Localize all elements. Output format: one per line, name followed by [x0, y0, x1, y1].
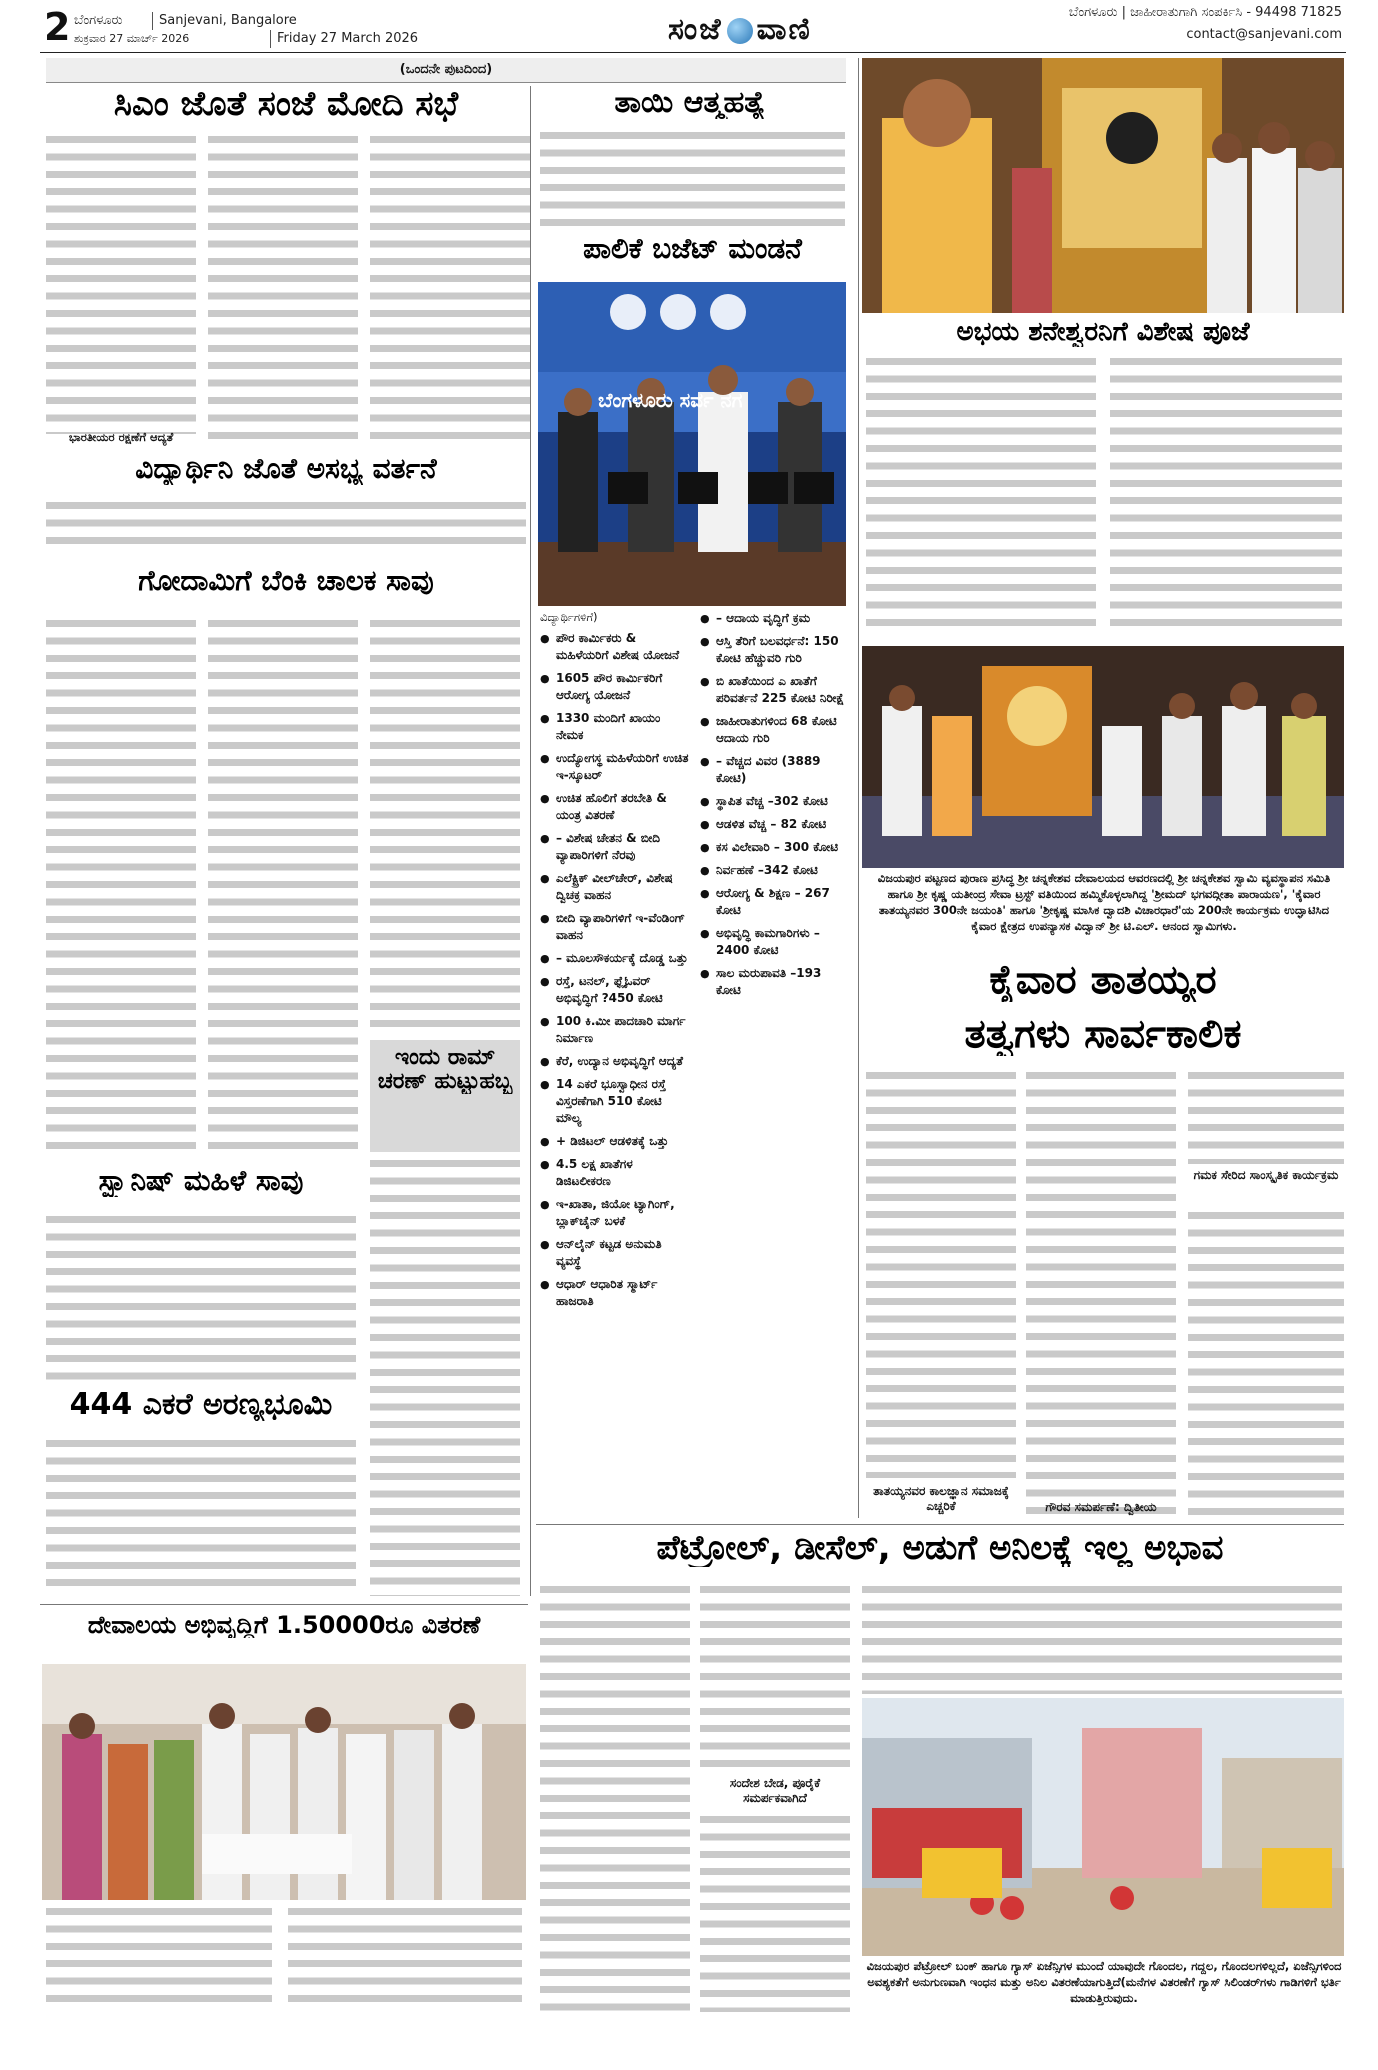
section-rule — [40, 1604, 528, 1605]
budget-bullets-right — [700, 610, 850, 1005]
cm-meeting-column-1 — [46, 132, 196, 434]
fuel-photo — [862, 1698, 1344, 1956]
kicker-bar — [46, 58, 846, 83]
kaivara-sub-2: ತಾತಯ್ಯನವರ ಕಾಲಜ್ಞಾನ ಸಮಾಜಕ್ಕೆ ಎಚ್ಚರಿಕೆ — [873, 1484, 1009, 1513]
shaneshwara-headline: ಅಭಯ ಶನೇಶ್ವರನಿಗೆ ವಿಶೇಷ ಪೂಜೆ — [956, 318, 1250, 347]
spanish-woman-text — [46, 1212, 356, 1382]
kaivara-photo — [862, 646, 1344, 868]
kaivara-headline-2: ತತ್ವಗಳು ಸಾರ್ವಕಾಲಿಕ — [964, 1012, 1242, 1056]
palike-budget-headline: ಪಾಲಿಕೆ ಬಜೆಟ್ ಮಂಡನೆ — [583, 234, 802, 265]
kaivara-sub-3: ಗೌರವ ಸಮರ್ಪಣೆ: ದ್ವಿತೀಯ — [1045, 1500, 1157, 1514]
fuel-column-2b — [700, 1812, 850, 2012]
spanish-woman-headline: ಸ್ಪ್ಯಾನಿಷ್ ಮಹಿಳೆ ಸಾವು — [98, 1166, 304, 1197]
kaivara-image — [862, 646, 1344, 868]
shaneshwara-image — [862, 58, 1344, 313]
temple-donation-column-2 — [288, 1904, 522, 2012]
budget-stage-photo — [538, 282, 846, 606]
column-divider — [530, 86, 531, 1596]
fuel-sub-1: ಸಂದೇಶ ಬೇಡ, ಪೂರೈಕೆ ಸಮರ್ಪಕವಾಗಿದೆ — [729, 1776, 821, 1805]
budget-bullet-item: ● – ವೆಚ್ಚದ ವಿವರ (3889 ಕೋಟಿ) — [700, 753, 850, 787]
budget-bullet-item: ● ಪೌರ ಕಾರ್ಮಿಕರು & ಮಹಿಳೆಯರಿಗೆ ವಿಶೇಷ ಯೋಜನೆ — [540, 630, 690, 664]
budget-bullet-item: ● 14 ಎಕರೆ ಭೂಸ್ವಾಧೀನ ರಸ್ತೆ ವಿಸ್ತರಣೆಗಾಗಿ 510 ಕೋಟಿ ಮೌಲ್ಯ — [540, 1076, 690, 1127]
header-rule — [40, 52, 1346, 53]
cm-meeting-subhead: ಭಾರತೀಯರ ರಕ್ಷಣೆಗೆ ಆದ್ಯತೆ — [68, 430, 174, 444]
budget-bullet-item: ● ಎಲೆಕ್ಟ್ರಿಕ್ ವೀಲ್‌ಚೇರ್, ವಿಶೇಷ ದ್ವಿಚಕ್ರ ವಾಹನ — [540, 870, 690, 904]
section-rule — [536, 1524, 1344, 1525]
header-contact: ಬೆಂಗಳೂರು | ಜಾಹೀರಾತುಗಾಗಿ ಸಂಪರ್ಕಿಸಿ - 94498 71825 — [1068, 5, 1342, 20]
budget-photo-label: ವಿದ್ಯಾರ್ಥಿಗಳಿಗೆ) — [540, 610, 598, 624]
column-divider — [858, 58, 859, 1518]
godown-fire-column-3 — [370, 616, 520, 1036]
fuel-column-3 — [862, 1582, 1342, 1694]
budget-bullets-left — [540, 630, 690, 1316]
godown-fire-column-1 — [46, 616, 196, 1156]
kaivara-caption: ವಿಜಯಪುರ ಪಟ್ಟಣದ ಪುರಾಣ ಪ್ರಸಿದ್ಧ ಶ್ರೀ ಚನ್ನಕೇಶವ ದೇವಾಲಯದ ಆವರಣದಲ್ಲಿ ಶ್ರೀ ಚನ್ನಕೇಶವ ಸ್ವಾಮಿ ವ್ಯವಸ್ಥಾಪನ ಸಮಿತಿ ಹಾಗೂ ಶ್ರೀ ಕೃಷ್ಣ ಯತೀಂದ್ರ ಸೇವಾ ಟ್ರಸ್ಟ್ ವತಿಯಿಂದ ಹಮ್ಮಿಕೊಳ್ಳಲಾಗಿದ್ದ 'ಶ್ರೀಮದ್ ಭಗವದ್ಗೀತಾ ಪಾರಾಯಣ', 'ಕೈವಾರ ತಾತಯ್ಯನವರ 300ನೇ ಜಯಂತಿ' ಹಾಗೂ 'ಶ್ರೀಕೃಷ್ಣ ಮಾಸಿಕ ದ್ವಾದಶಿ ವಿಚಾರಧಾರೆ'ಯ 200ನೇ ಕಾರ್ಯಕ್ರಮ ಉದ್ಘಾಟಿಸಿದ ಕೈವಾರ ಕ್ಷೇತ್ರದ ಉಪನ್ಯಾಸಕ ವಿದ್ವಾನ್ ಶ್ರೀ ಟಿ.ಎಲ್. ಆನಂದ ಸ್ವಾಮಿಗಳು. — [877, 871, 1331, 933]
budget-bullet-item: ● + ಡಿಜಿಟಲ್ ಆಡಳಿತಕ್ಕೆ ಒತ್ತು — [540, 1133, 690, 1150]
globe-icon — [727, 18, 753, 44]
budget-stage-banner: ಬೆಂಗಳೂರು ಸರ್ವ ನಗ — [598, 388, 743, 412]
budget-bullet-item: ● ಆಸ್ತಿ ತೆರಿಗೆ ಬಲವರ್ಧನೆ: 150 ಕೋಟಿ ಹೆಚ್ಚುವರಿ ಗುರಿ — [700, 633, 850, 667]
forest-land-headline: 444 ಎಕರೆ ಅರಣ್ಯಭೂಮಿ — [69, 1388, 333, 1421]
header-date-kn: ಶುಕ್ರವಾರ 27 ಮಾರ್ಚ್ 2026 — [74, 32, 190, 45]
kicker: (ಒಂದನೇ ಪುಟದಿಂದ) — [399, 62, 493, 77]
header-city: ಬೆಂಗಳೂರು — [74, 13, 123, 28]
godown-fire-column-2 — [208, 616, 358, 1156]
budget-bullet-item: ● 1330 ಮಂದಿಗೆ ಖಾಯಂ ನೇಮಕ — [540, 710, 690, 744]
budget-bullet-item: ● – ವಿಶೇಷ ಚೇತನ & ಬೀದಿ ವ್ಯಾಪಾರಿಗಳಿಗೆ ನೆರವು — [540, 830, 690, 864]
shaneshwara-column-1 — [866, 354, 1096, 632]
budget-bullet-item: ● ರಸ್ತೆ, ಟನಲ್, ಫ್ಲೈಓವರ್ ಅಭಿವೃದ್ಧಿಗೆ ?450 ಕೋಟಿ — [540, 973, 690, 1007]
budget-bullet-item: ● ಬೀದಿ ವ್ಯಾಪಾರಿಗಳಿಗೆ ಇ-ವೆಂಡಿಂಗ್ ವಾಹನ — [540, 910, 690, 944]
budget-bullet-item: ● ಆಡಳಿತ ವೆಚ್ಚ – 82 ಕೋಟಿ — [700, 816, 850, 833]
budget-bullet-item: ● ಜಾಹೀರಾತುಗಳಿಂದ 68 ಕೋಟಿ ಆದಾಯ ಗುರಿ — [700, 713, 850, 747]
budget-bullet-item: ● ಆಧಾರ್ ಆಧಾರಿತ ಸ್ಮಾರ್ಟ್ ಹಾಜರಾತಿ — [540, 1276, 690, 1310]
ramcharan-box — [370, 1040, 520, 1152]
budget-bullet-item: ● ಅಭಿವೃದ್ಧಿ ಕಾಮಗಾರಿಗಳು – 2400 ಕೋಟಿ — [700, 925, 850, 959]
budget-bullet-item: ● ಆನ್‌ಲೈನ್ ಕಟ್ಟಡ ಅನುಮತಿ ವ್ಯವಸ್ಥೆ — [540, 1236, 690, 1270]
budget-bullet-item: ● ಇ-ಖಾತಾ, ಜಿಯೋ ಟ್ಯಾಗಿಂಗ್, ಬ್ಲಾಕ್‌ಚೈನ್ ಬಳಕೆ — [540, 1196, 690, 1230]
kaivara-column-3b — [1188, 1208, 1344, 1518]
shaneshwara-photo — [862, 58, 1344, 313]
ramcharan-text — [370, 1156, 520, 1596]
forest-land-text — [46, 1436, 356, 1596]
ramcharan-headline: ಇಂದು ರಾಮ್ ಚರಣ್ ಹುಟ್ಟುಹಬ್ಬ — [377, 1046, 513, 1095]
godown-fire-headline: ಗೋದಾಮಿಗೆ ಬೆಂಕಿ ಚಾಲಕ ಸಾವು — [138, 566, 434, 597]
student-misconduct-text — [46, 498, 526, 554]
budget-bullet-item: ● ಉಚಿತ ಹೊಲಿಗೆ ತರಬೇತಿ & ಯಂತ್ರ ವಿತರಣೆ — [540, 790, 690, 824]
logo-left-text: ಸಂಜೆ — [668, 12, 723, 47]
budget-bullet-item: ● – ಮೂಲಸೌಕರ್ಯಕ್ಕೆ ದೊಡ್ಡ ಒತ್ತು — [540, 950, 690, 967]
fuel-column-2a — [700, 1582, 850, 1772]
budget-bullet-item: ● – ಆದಾಯ ವೃದ್ಧಿಗೆ ಕ್ರಮ — [700, 610, 850, 627]
kaivara-column-3a — [1188, 1068, 1344, 1164]
budget-bullet-item: ● 4.5 ಲಕ್ಷ ಖಾತೆಗಳ ಡಿಜಿಟಲೀಕರಣ — [540, 1156, 690, 1190]
student-misconduct-headline: ವಿದ್ಯಾರ್ಥಿನಿ ಜೊತೆ ಅಸಭ್ಯ ವರ್ತನೆ — [135, 454, 437, 485]
budget-bullet-item: ● ಆರೋಗ್ಯ & ಶಿಕ್ಷಣ – 267 ಕೋಟಿ — [700, 885, 850, 919]
budget-bullet-item: ● ಸ್ಥಾಪಿತ ವೆಚ್ಚ –302 ಕೋಟಿ — [700, 793, 850, 810]
fuel-column-1 — [540, 1582, 690, 2012]
cm-meeting-column-2 — [208, 132, 358, 448]
logo-right-text: ವಾಣಿ — [756, 12, 812, 47]
cm-meeting-headline: ಸಿಎಂ ಜೊತೆ ಸಂಜೆ ಮೋದಿ ಸಭೆ — [113, 86, 459, 124]
temple-donation-column-1 — [46, 1904, 272, 2012]
mother-suicide-text — [540, 128, 845, 234]
kaivara-column-1 — [866, 1068, 1016, 1478]
budget-bullet-item: ● ಕಸ ವಿಲೇವಾರಿ – 300 ಕೋಟಿ — [700, 839, 850, 856]
cm-meeting-column-3 — [370, 132, 530, 448]
kaivara-column-2 — [1026, 1068, 1176, 1518]
budget-stage-image — [538, 282, 846, 606]
temple-donation-photo — [42, 1664, 526, 1900]
budget-bullet-item: ● ಸಾಲ ಮರುಪಾವತಿ –193 ಕೋಟಿ — [700, 965, 850, 999]
header-email: contact@sanjevani.com — [1186, 27, 1342, 42]
temple-donation-image — [42, 1664, 526, 1900]
shaneshwara-column-2 — [1110, 354, 1342, 632]
header-edition: Sanjevani, Bangalore — [152, 12, 297, 30]
budget-bullet-item: ● ಬಿ ಖಾತೆಯಿಂದ ಎ ಖಾತೆಗೆ ಪರಿವರ್ತನೆ 225 ಕೋಟಿ ನಿರೀಕ್ಷೆ — [700, 673, 850, 707]
fuel-caption: ವಿಜಯಪುರ ಪೆಟ್ರೋಲ್ ಬಂಕ್ ಹಾಗೂ ಗ್ಯಾಸ್ ಏಜೆನ್ಸಿಗಳ ಮುಂದೆ ಯಾವುದೇ ಗೊಂದಲ, ಗದ್ದಲ, ಗೊಂದಲಗಳಿಲ್ಲದೆ, ಏಜೆನ್ಸಿಗಳಿಂದ ಅವಶ್ಯಕತೆಗೆ ಅನುಗುಣವಾಗಿ ಇಂಧನ ಮತ್ತು ಅನಿಲ ವಿತರಣೆಯಾಗುತ್ತಿದೆ(ಮನೆಗಳ ವಿತರಣೆಗೆ ಗ್ಯಾಸ್ ಸಿಲಿಂಡರ್‌ಗಳು ಗಾಡಿಗಳಿಗೆ ಭರ್ತಿ ಮಾಡುತ್ತಿರುವುದು. — [866, 1959, 1342, 2005]
page-number: 2 — [44, 5, 71, 49]
header-date-en: Friday 27 March 2026 — [270, 30, 418, 48]
budget-bullet-item: ● 100 ಕಿ.ಮೀ ಪಾದಚಾರಿ ಮಾರ್ಗ ನಿರ್ಮಾಣ — [540, 1013, 690, 1047]
temple-donation-headline: ದೇವಾಲಯ ಅಭಿವೃದ್ಧಿಗೆ 1.50000ರೂ ವಿತರಣೆ — [87, 1612, 481, 1639]
masthead-logo — [668, 12, 812, 47]
kaivara-headline-1: ಕೈವಾರ ತಾತಯ್ಯರ — [989, 958, 1217, 1002]
fuel-image — [862, 1698, 1344, 1956]
budget-bullet-item: ● ಕೆರೆ, ಉದ್ಯಾನ ಅಭಿವೃದ್ಧಿಗೆ ಆದ್ಯತೆ — [540, 1053, 690, 1070]
budget-bullet-item: ● 1605 ಪೌರ ಕಾರ್ಮಿಕರಿಗೆ ಆರೋಗ್ಯ ಯೋಜನೆ — [540, 670, 690, 704]
fuel-headline: ಪೆಟ್ರೋಲ್, ಡೀಸೆಲ್, ಅಡುಗೆ ಅನಿಲಕ್ಕೆ ಇಲ್ಲ ಅಭಾವ — [656, 1530, 1224, 1568]
budget-bullet-item: ● ನಿರ್ವಹಣೆ –342 ಕೋಟಿ — [700, 862, 850, 879]
mother-suicide-headline: ತಾಯಿ ಆತ್ಮಹತ್ಯೆ — [614, 86, 766, 119]
kaivara-sub-1: ಗಮಕ ಸೇರಿದ ಸಾಂಸ್ಕೃತಿಕ ಕಾರ್ಯಕ್ರಮ — [1193, 1168, 1339, 1182]
budget-bullet-item: ● ಉದ್ಯೋಗಸ್ಥ ಮಹಿಳೆಯರಿಗೆ ಉಚಿತ ಇ-ಸ್ಕೂಟರ್ — [540, 750, 690, 784]
